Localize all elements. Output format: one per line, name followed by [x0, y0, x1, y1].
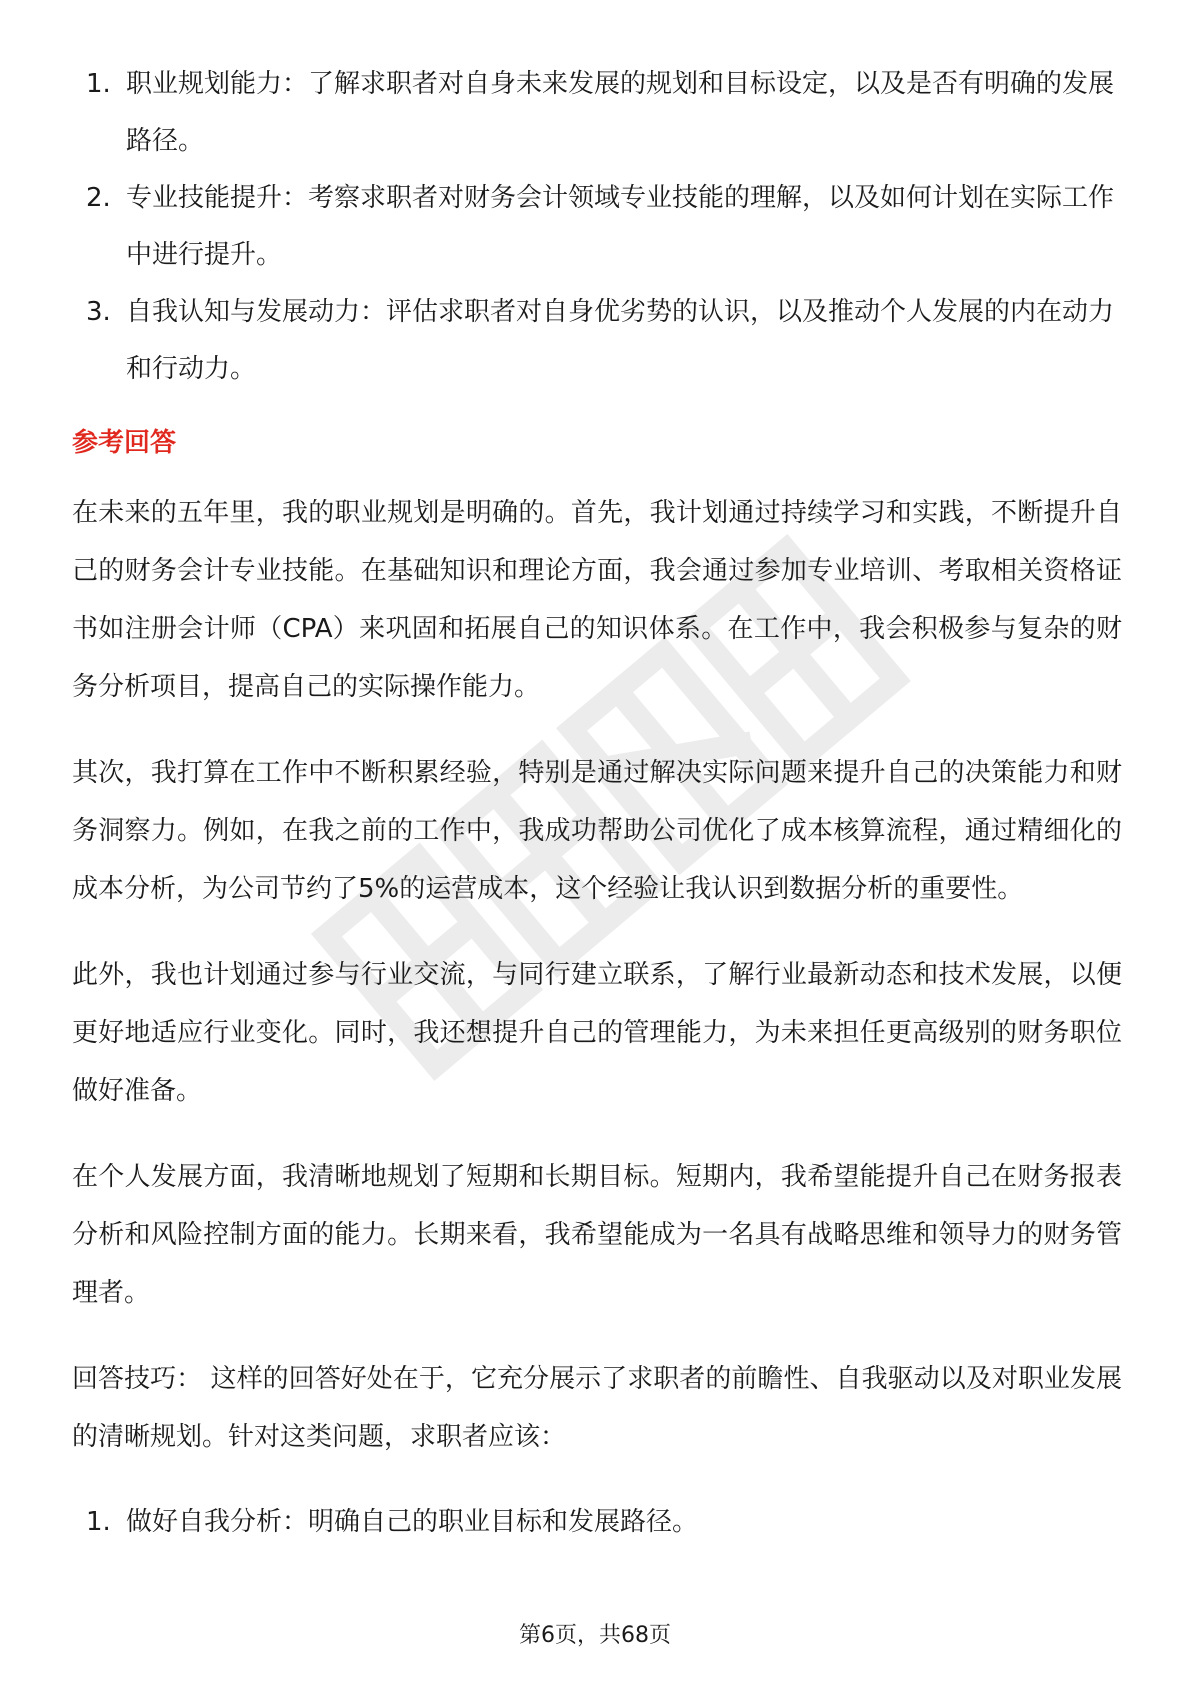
list-number: 1.	[86, 1507, 111, 1537]
answer-paragraph: 在个人发展方面，我清晰地规划了短期和长期目标。短期内，我希望能提升自己在财务报表分析和风险控制方面的能力。长期来看，我希望能成为一名具有战略思维和领导力的财务管理者。	[72, 1162, 1122, 1308]
reference-answer-heading: 参考回答	[72, 428, 177, 458]
list-number: 2.	[86, 183, 111, 213]
list-item	[72, 170, 1122, 284]
evaluation-points-list	[72, 56, 1122, 398]
list-text: 专业技能提升：考察求职者对财务会计领域专业技能的理解，以及如何计划在实际工作中进行提升。	[126, 183, 1115, 270]
answer-paragraph: 其次，我打算在工作中不断积累经验，特别是通过解决实际问题来提升自己的决策能力和财务洞察力。例如，在我之前的工作中，我成功帮助公司优化了成本核算流程，通过精细化的成本分析，为公司节约了5%的运营成本，这个经验让我认识到数据分析的重要性。	[72, 758, 1122, 904]
list-number: 1.	[86, 69, 111, 99]
list-item	[72, 284, 1122, 398]
list-text: 自我认知与发展动力：评估求职者对自身优劣势的认识，以及推动个人发展的内在动力和行动力。	[126, 297, 1115, 384]
list-number: 3.	[86, 297, 111, 327]
tips-list	[72, 1494, 1122, 1551]
answer-tips: 回答技巧： 这样的回答好处在于，它充分展示了求职者的前瞻性、自我驱动以及对职业发展的清晰规划。针对这类问题，求职者应该：	[72, 1364, 1122, 1452]
list-text: 职业规划能力：了解求职者对自身未来发展的规划和目标设定，以及是否有明确的发展路径。	[126, 69, 1115, 156]
page-footer: 第6页，共68页	[519, 1623, 671, 1648]
list-item	[72, 1494, 1122, 1551]
answer-paragraph: 在未来的五年里，我的职业规划是明确的。首先，我计划通过持续学习和实践，不断提升自己的财务会计专业技能。在基础知识和理论方面，我会通过参加专业培训、考取相关资格证书如注册会计师（CPA）来巩固和拓展自己的知识体系。在工作中，我会积极参与复杂的财务分析项目，提高自己的实际操作能力。	[72, 498, 1122, 702]
list-text: 做好自我分析：明确自己的职业目标和发展路径。	[126, 1507, 699, 1537]
content	[72, 56, 1122, 1551]
answer-paragraph: 此外，我也计划通过参与行业交流，与同行建立联系，了解行业最新动态和技术发展，以便更好地适应行业变化。同时，我还想提升自己的管理能力，为未来担任更高级别的财务职位做好准备。	[72, 960, 1122, 1106]
list-item	[72, 56, 1122, 170]
